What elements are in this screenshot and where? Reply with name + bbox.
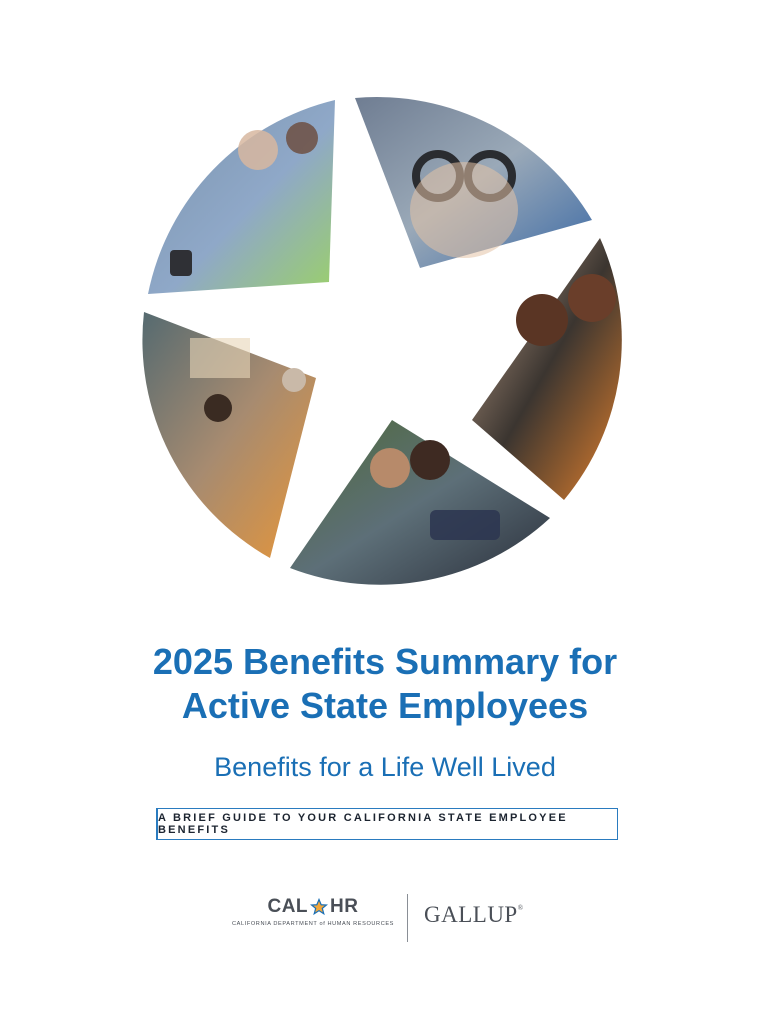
calhr-subtitle: CALIFORNIA DEPARTMENT of HUMAN RESOURCES xyxy=(232,921,395,927)
calhr-logo xyxy=(232,896,394,927)
page-subtitle: Benefits for a Life Well Lived xyxy=(214,752,556,782)
star-icon xyxy=(310,898,328,916)
logo-footer xyxy=(0,892,770,948)
title-line-2: Active State Employees xyxy=(181,685,589,726)
calhr-left-text: CAL xyxy=(267,896,309,917)
page-title xyxy=(0,640,770,728)
registered-mark: ® xyxy=(517,904,524,912)
gallup-text: GALLUP xyxy=(424,902,518,927)
gallup-logo xyxy=(424,902,524,928)
logo-divider xyxy=(407,894,408,942)
calhr-right-text: HR xyxy=(330,896,359,917)
title-line-1: 2025 Benefits Summary for xyxy=(152,641,618,682)
hero-star-photo-collage xyxy=(130,90,630,600)
guide-banner: A BRIEF GUIDE TO YOUR CALIFORNIA STATE EMPLOYEE BENEFITS xyxy=(156,808,618,840)
